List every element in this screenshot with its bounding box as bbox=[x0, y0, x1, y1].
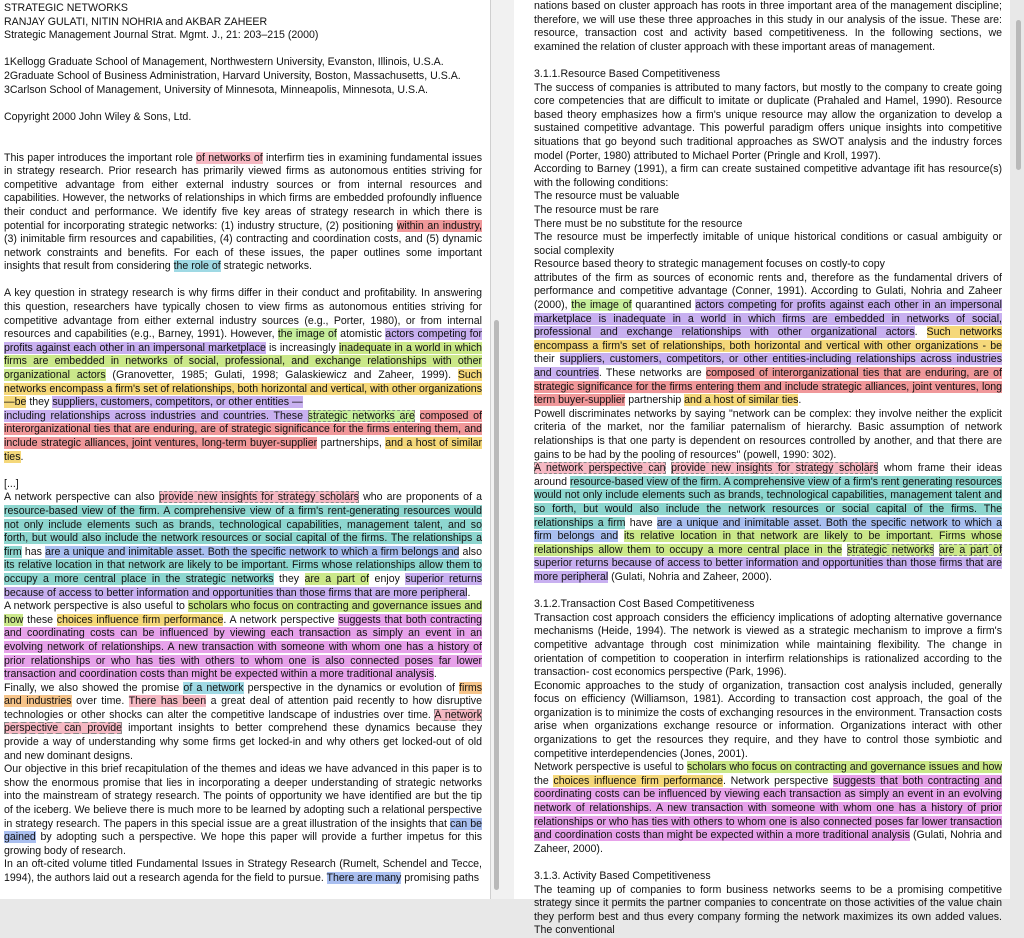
highlight-pink: A network perspective can provide bbox=[4, 708, 482, 735]
highlight-pink: A network perspective can bbox=[534, 462, 666, 475]
text-run: . bbox=[467, 586, 471, 599]
highlight-cyan: the role of bbox=[173, 260, 221, 273]
highlight-blue: can be gained bbox=[4, 817, 482, 844]
highlight-red: composed of interorganizational ties that are enduring, are of strategic significance for the firms entering them and include strategic alliances, joint ventures, long term buyer-supplier bbox=[534, 367, 1002, 407]
text-run: . bbox=[20, 450, 24, 463]
text-run: attributes of the firm as sources of economic rents and, therefore as the fundamental drivers of performance and competitive advantage (Conner, 1991). According to Gulati, Nohria and Zaheer (2000), bbox=[534, 271, 1002, 312]
resource-based-paragraph bbox=[534, 82, 1002, 164]
text-run: Powell discriminates networks by saying "network can be complex: they involve neither the explicit criteria of the market, nor the familiar paternalism of hierarchy. Basic assumption of network relationships is that one party is dependent on resources controlled by another, and that there are gains to be had by the pooling of resources" (powell, 1990: 302). bbox=[534, 407, 1002, 461]
highlight-yellow: choices influence firm performance bbox=[56, 613, 224, 626]
text-run: partnership bbox=[625, 394, 685, 407]
highlight-blue: are a unique and inimitable asset. Both the specific network to which a firm belongs and bbox=[534, 516, 1003, 543]
text-run: perspective in the dynamics or evolution of bbox=[243, 681, 460, 694]
highlight-lime: its relative location in that network are likely to be important. Firms whose relationships allow them to occupy a more central place in the bbox=[534, 530, 1002, 556]
highlight-lime: strategic networks bbox=[847, 543, 935, 556]
network-perspective-paragraph bbox=[4, 491, 482, 600]
transaction-cost-paragraph bbox=[534, 612, 1002, 680]
highlight-yellow: and a host of similar ties bbox=[4, 437, 482, 463]
text-run: Finally, we also showed the promise bbox=[4, 681, 184, 694]
text-run: (Granovetter, 1985; Gulati, 1998; Galaskiewicz and Zaheer, 1999). bbox=[105, 369, 458, 382]
key-question-paragraph bbox=[4, 287, 482, 409]
condition-2: The resource must be rare bbox=[534, 203, 659, 216]
text-run: their bbox=[534, 353, 560, 366]
text-run: whom frame their ideas around bbox=[534, 462, 1002, 488]
left-document-page bbox=[0, 0, 490, 886]
text-run: . bbox=[798, 394, 802, 407]
including-paragraph bbox=[4, 410, 482, 464]
condition-4: The resource must be imperfectly imitable of unique historical conditions or casual ambiguity or social complexity bbox=[534, 231, 1002, 257]
condition-3: There must be no substitute for the resource bbox=[534, 217, 743, 230]
condition-1: The resource must be valuable bbox=[534, 190, 680, 203]
text-run: the bbox=[534, 774, 554, 787]
text-run bbox=[415, 410, 420, 422]
text-run: over time. bbox=[71, 695, 129, 708]
highlight-red: within an industry, bbox=[396, 219, 482, 232]
objective-paragraph bbox=[4, 763, 482, 858]
text-run: quarantined bbox=[631, 299, 696, 312]
powell-paragraph bbox=[534, 408, 1002, 462]
text-run: A network perspective is also useful to bbox=[4, 600, 189, 613]
oft-cited-paragraph bbox=[4, 858, 482, 885]
highlight-purple: including relationships across industries and countries. These bbox=[4, 409, 308, 422]
text-run: The teaming up of companies to form business networks seems to be a promising competitive strategy since it permits the partner companies to concentrate on those activities of the value chain they perform best and thus every company forming the network maximizes its own added values. The conventional bbox=[534, 883, 1002, 937]
text-run: A network perspective can also bbox=[4, 491, 159, 504]
highlight-lime: scholars who focus on contracting and governance issues and how bbox=[686, 761, 1002, 774]
contracting-paragraph bbox=[4, 600, 482, 682]
highlight-blue: There are many bbox=[326, 872, 402, 884]
text-run: . These networks are bbox=[598, 367, 706, 380]
ellipsis-marker: [...] bbox=[4, 477, 19, 490]
network-useful-paragraph bbox=[534, 761, 1002, 856]
highlight-purple: superior returns because of access to better information and opportunities than those firms that are more peripheral bbox=[534, 557, 1002, 583]
highlight-pink: provide new insights for strategy scholars bbox=[158, 491, 359, 504]
text-run: enjoy bbox=[369, 572, 406, 585]
abstract-paragraph bbox=[4, 152, 482, 274]
text-run: Transaction cost approach considers the efficiency implications of adopting alternative governance mechanisms (Heide, 1994). The network is viewed as a strategic mechanism to improve a firm's competitive advantage through cost minimization while maintaining flexibility. The change in orientation of competition to cooperation in interfirm relationships is rationalized according to the transaction- cost economics perspective (Park, 1996). bbox=[534, 611, 1002, 679]
right-document-pane[interactable] bbox=[514, 0, 1010, 937]
costly-to-copy-line: Resource based theory to strategic management focuses on costly-to copy bbox=[534, 258, 885, 271]
barney-paragraph: According to Barney (1991), a firm can create sustained competitive advantage ifit has resource(s) with the following conditions: bbox=[534, 163, 1002, 189]
text-run: This paper introduces the important role bbox=[4, 151, 197, 164]
text-run: a great deal of attention paid recently to how disruptive technologies or other shocks can alter the competitive landscape of industries over time. bbox=[4, 695, 482, 721]
highlight-yellow: Such networks encompass a firm's set of relationships, both horizontal and vertical, with other organizations—be bbox=[4, 369, 482, 409]
highlight-teal: resource-based view of the firm. A comprehensive view of a firm's rent generating resources would not only include elements such as brands, technological capabilities, management talent and so forth, but would also include the network resources or social capital of the firms. The relationships a firm bbox=[534, 475, 1002, 529]
finally-paragraph bbox=[4, 682, 482, 764]
text-run: (3) inimitable firm resources and capabilities, (4) contracting and coordination costs, and (5) dynamic network constraints and benefits. For each of these issues, the paper outlines some important insights that result from considering bbox=[4, 233, 482, 273]
text-run: also bbox=[459, 545, 482, 558]
text-run: Economic approaches to the study of organization, transaction cost analysis included, generally focus on efficiency (Williamson, 1981). According to transaction cost approach, the goal of the organization is to minimize the costs of exchanging resources in the environment. Transaction costs arise when organizations exchange resource or information. Organizations interact with other organizations to get the resources they require, and they have to control those symbiotic and competitive interdependencies (Jones, 2001). bbox=[534, 679, 1002, 760]
attributes-paragraph bbox=[534, 272, 1002, 408]
affiliation-1: 1Kellogg Graduate School of Management, Northwestern University, Evanston, Illinois, U.S.A. bbox=[4, 56, 444, 69]
highlight-purple: actors competing for profits against each other in an impersonal marketplace is inadequate in a world in which firms are embedded in networks of social, professional and exchange relationships with other organizational actors bbox=[534, 299, 1002, 339]
highlight-purple: actors competing for profits against each other in an impersonal marketplace bbox=[4, 328, 483, 354]
left-scrollbar-thumb[interactable] bbox=[494, 320, 499, 890]
affiliation-3: 3Carlson School of Management, University of Minnesota, Minneapolis, Minnesota, U.S.A. bbox=[4, 83, 428, 96]
highlight-yellow: Such networks encompass a firm's set of relationships, both horizontal and vertical with other organizations - be bbox=[534, 326, 1002, 352]
text-run: who are proponents of a bbox=[358, 491, 483, 504]
highlight-lime: scholars who focus on contracting and governance issues and how bbox=[4, 600, 482, 626]
highlight-yellow: choices influence firm performance bbox=[553, 774, 723, 787]
text-run: . Network perspective bbox=[722, 774, 834, 787]
text-run: has bbox=[21, 545, 46, 558]
text-run: nations based on cluster approach has roots in three important area of the management discipline; therefore, we will use these three approaches in this study in our analysis of the issue. These are: resource, transaction cost and activity based competitiveness. In the following sections, we examined the relation of cluster approach with these important areas of management. bbox=[534, 0, 1002, 53]
text-run: these bbox=[23, 613, 57, 626]
highlight-lime: are a part of bbox=[304, 572, 370, 585]
text-run: is increasingly bbox=[265, 341, 339, 354]
text-run: Our objective in this brief recapitulation of the themes and ideas we have advanced in this paper is to show the enormous promise that lies in incorporating a deeper understanding of strategic networks into the mainstream of strategy research. The points of opportunity we have identified are but the tip of the iceberg. We believe there is much more to be learned by adopting such a relational perspective in strategy research. The papers in this special issue are a great illustration of the insights that bbox=[4, 763, 482, 830]
paper-title: STRATEGIC NETWORKS bbox=[4, 2, 128, 14]
highlight-purple: superior returns because of access to better information and opportunities than those firms that are more peripheral bbox=[4, 572, 483, 599]
highlight-green: the image of bbox=[571, 299, 632, 312]
text-run: partnerships, bbox=[317, 437, 386, 449]
right-document-page bbox=[514, 0, 1010, 938]
text-run: . bbox=[914, 326, 927, 339]
highlight-magenta: suggests that both contracting and coordinating costs can be influenced by viewing each transaction as simply an event in an evolving network of relationships. A new transaction with someone with whom one has a history of prior relationships or who has ties with others to whom one is also connected poses far lower transaction and coordination costs than might be expected within a more traditional analysis bbox=[4, 613, 482, 681]
affiliation-2: 2Graduate School of Business Administration, Harvard University, Boston, Massachusetts, U.S.A. bbox=[4, 69, 461, 82]
text-run: have bbox=[625, 516, 657, 529]
highlight-lime: are a part of bbox=[939, 543, 1003, 556]
highlight-purple: suppliers, customers, competitors, or other entities — bbox=[52, 396, 303, 409]
highlight-purple: suppliers, customers, competitors, or other entities-including relationships across industries and countries bbox=[534, 353, 1002, 380]
highlight-magenta: suggests that both contracting and coordinating costs can be influenced by viewing each transaction as simply an event in an evolving network of relationships. A new transaction with someone with whom one has a history of prior relationships or who has ties with others to whom one is also connected poses far lower transaction and coordination costs than might be expected within a more traditional analysis bbox=[534, 774, 1002, 842]
highlight-cyan: of a network bbox=[183, 681, 244, 694]
highlight-teal: its relative location in that network are likely to be important. Firms whose relationships allow them to occupy a more central place in the strategic networks bbox=[4, 559, 482, 585]
highlight-pink: There has been bbox=[128, 695, 207, 708]
text-run: atomistic bbox=[336, 328, 386, 341]
highlight-orange: firms and industries bbox=[4, 681, 482, 708]
text-run: by adopting such a perspective. We hope this paper will provide a further impetus for this growing body of research. bbox=[4, 831, 482, 857]
highlight-lime: inadequate in a world in which firms are embedded in networks of social, professional, and exchange relationships with other organizational actors bbox=[4, 341, 483, 382]
highlight-green: strategic networks are bbox=[307, 409, 415, 422]
intro-paragraph bbox=[534, 0, 1002, 54]
text-run: strategic networks. bbox=[220, 260, 312, 273]
right-scrollbar-thumb[interactable] bbox=[1016, 20, 1021, 170]
highlight-blue: are a unique and inimitable asset. Both the specific network to which a firm belongs and bbox=[45, 545, 460, 558]
text-run: Network perspective is useful to bbox=[534, 761, 687, 774]
highlight-red: composed of interorganizational ties that are enduring, are of strategic significance for the firms entering them, and include strategic alliances, joint ventures, long-term buyer-supplier bbox=[4, 409, 482, 449]
text-run: In an oft-cited volume titled Fundamental Issues in Strategy Research (Rumelt, Schendel and Tecce, 1994), the authors laid out a research agenda for the field to pursue. bbox=[4, 858, 482, 884]
highlight-yellow: and a host of similar ties bbox=[684, 394, 799, 407]
highlight-pink: of networks of bbox=[196, 151, 263, 164]
journal-citation: Strategic Management Journal Strat. Mgmt. J., 21: 203–215 (2000) bbox=[4, 29, 319, 42]
highlight-green: the image of bbox=[277, 328, 337, 341]
network-perspective-paragraph-right bbox=[534, 462, 1002, 584]
copyright-line: Copyright 2000 John Wiley & Sons, Ltd. bbox=[4, 110, 192, 123]
text-run: . bbox=[433, 668, 437, 681]
text-run: A key question in strategy research is why firms differ in their conduct and profitability. In answering this question, researchers have typically chosen to view firms as autonomous entities striving for competitive advantage from either external industry sources (e.g., Porter, 1980), or from internal resources and capabilities (e.g., Barney, 1991). However, bbox=[4, 287, 482, 341]
text-run: (Gulati, Nohria and Zaheer, 2000). bbox=[534, 829, 1002, 855]
heading-3-1-2: 3.1.2.Transaction Cost Based Competitiveness bbox=[534, 598, 755, 611]
text-run: . A network perspective bbox=[223, 613, 339, 626]
left-document-pane[interactable] bbox=[0, 0, 491, 899]
highlight-pink: provide new insights for strategy scholars bbox=[671, 462, 879, 475]
heading-3-1-1: 3.1.1.Resource Based Competitiveness bbox=[534, 67, 721, 80]
text-run: they bbox=[26, 396, 53, 409]
text-run: important insights to better comprehend these dynamics because they provide a way of understanding why some firms get locked-in and why others get locked-out of old and new dominant designs. bbox=[4, 722, 483, 762]
highlight-teal: resource-based view of the firm. A comprehensive view of a firm's rent-generating resources would not only include elements such as brands, technological capabilities, management talent, and so forth, but would also include the network resources or social capital of the firms. The relationships a firm bbox=[4, 504, 482, 558]
economic-approaches-paragraph bbox=[534, 680, 1002, 762]
text-run: (Gulati, Nohria and Zaheer, 2000). bbox=[608, 570, 772, 583]
text-run: they bbox=[273, 572, 305, 585]
activity-based-paragraph bbox=[534, 884, 1002, 938]
heading-3-1-3: 3.1.3. Activity Based Competitiveness bbox=[534, 870, 711, 882]
text-run: interfirm ties in examining fundamental issues in strategy research. Prior research has primarily viewed firms as autonomous entities striving for competitive advantage from either external industry sources or from internal resources and capabilities. However, the networks of relationships in which firms are embedded profoundly influence their conduct and performance. We identify five key areas of strategy research in which there is potential for incorporating strategic networks: (1) industry structure, (2) positioning bbox=[4, 151, 482, 232]
text-run: The success of companies is attributed to many factors, but mostly to the company to create going core competencies that are difficult to imitate or duplicate (Prahaled and Hamel, 1990). Resource based theory emphasizes how a firm's unique resource may allow the organization to develop a sustained competitive advantage. This powerful paradigm offers unique insights into competitive situations that go beyond such traditional approaches as SWOT analysis and the industry forces model (Porter, 1980) attributed to Michael Porter (Pringle and Kroll, 1997). bbox=[534, 81, 1002, 162]
text-run: promising paths bbox=[401, 872, 480, 884]
paper-authors: RANJAY GULATI, NITIN NOHRIA and AKBAR ZAHEER bbox=[4, 15, 268, 28]
